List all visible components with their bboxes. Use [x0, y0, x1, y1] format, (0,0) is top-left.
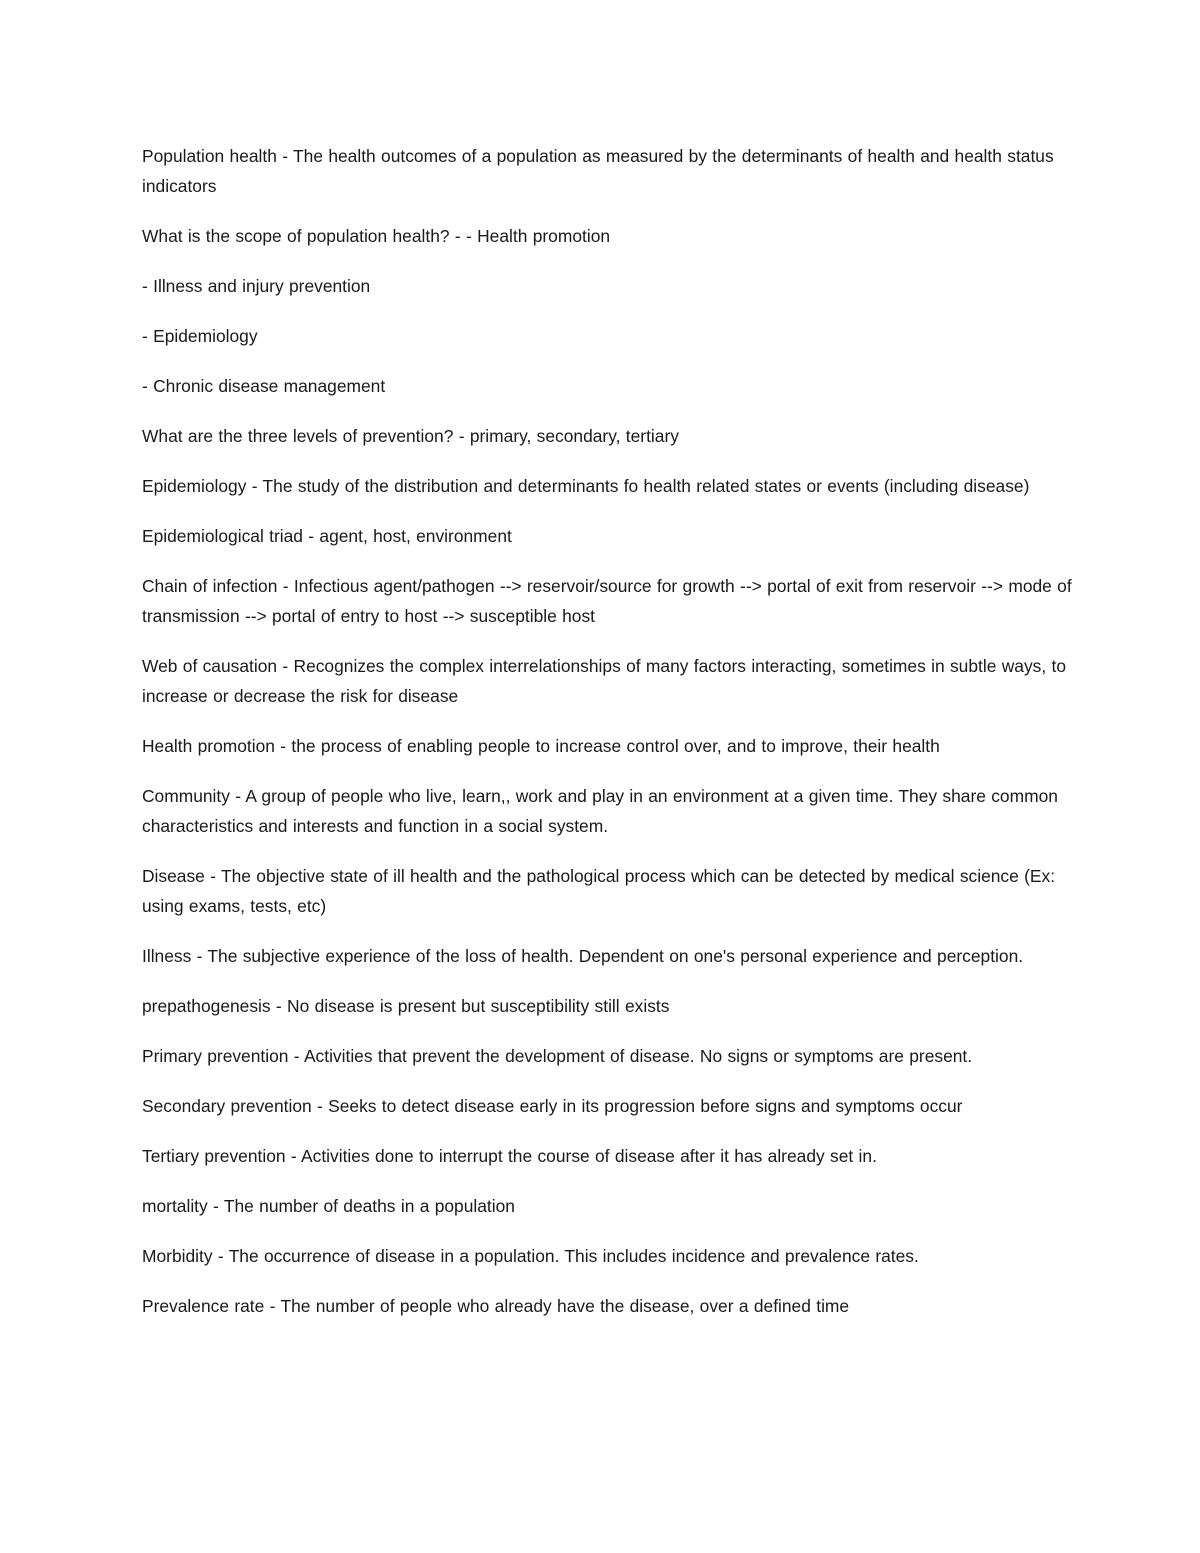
- paragraph-three-levels-prevention: What are the three levels of prevention? - primary, secondary, tertiary: [142, 426, 679, 446]
- paragraph-epidemiological-triad: Epidemiological triad - agent, host, environment: [142, 526, 512, 546]
- paragraph-illness-injury-prevention: - Illness and injury prevention: [142, 276, 371, 296]
- document-body: [142, 141, 1072, 1341]
- paragraph-mortality: mortality - The number of deaths in a population: [142, 1196, 515, 1216]
- paragraph-chronic-disease-management: - Chronic disease management: [142, 376, 386, 396]
- paragraph-web-of-causation: Web of causation - Recognizes the complex interrelationships of many factors interacting, sometimes in subtle ways, to increase or decrease the risk for disease: [142, 656, 1067, 706]
- paragraph-population-health: Population health - The health outcomes of a population as measured by the determinants of health and health status indicators: [142, 146, 1054, 196]
- paragraph-secondary-prevention: Secondary prevention - Seeks to detect disease early in its progression before signs and symptoms occur: [142, 1096, 963, 1116]
- paragraph-tertiary-prevention: Tertiary prevention - Activities done to interrupt the course of disease after it has already set in.: [142, 1146, 877, 1166]
- paragraph-primary-prevention: Primary prevention - Activities that prevent the development of disease. No signs or symptoms are present.: [142, 1046, 973, 1066]
- paragraph-community: Community - A group of people who live, learn,, work and play in an environment at a given time. They share common characteristics and interests and function in a social system.: [142, 786, 1058, 836]
- paragraph-morbidity: Morbidity - The occurrence of disease in a population. This includes incidence and prevalence rates.: [142, 1246, 919, 1266]
- paragraph-epidemiology-definition: Epidemiology - The study of the distribution and determinants fo health related states or events (including disease): [142, 476, 1030, 496]
- paragraph-prevalence-rate: Prevalence rate - The number of people who already have the disease, over a defined time: [142, 1296, 850, 1316]
- paragraph-disease: Disease - The objective state of ill health and the pathological process which can be detected by medical science (Ex: using exams, tests, etc): [142, 866, 1056, 916]
- paragraph-chain-of-infection: Chain of infection - Infectious agent/pathogen --> reservoir/source for growth --> portal of exit from reservoir --> mode of transmission --> portal of entry to host --> susceptible host: [142, 576, 1072, 626]
- paragraph-prepathogenesis: prepathogenesis - No disease is present but susceptibility still exists: [142, 996, 670, 1016]
- paragraph-scope-question: What is the scope of population health? - - Health promotion: [142, 226, 611, 246]
- paragraph-health-promotion: Health promotion - the process of enabling people to increase control over, and to improve, their health: [142, 736, 940, 756]
- paragraph-epidemiology-item: - Epidemiology: [142, 326, 258, 346]
- paragraph-illness: Illness - The subjective experience of the loss of health. Dependent on one's personal experience and perception.: [142, 946, 1024, 966]
